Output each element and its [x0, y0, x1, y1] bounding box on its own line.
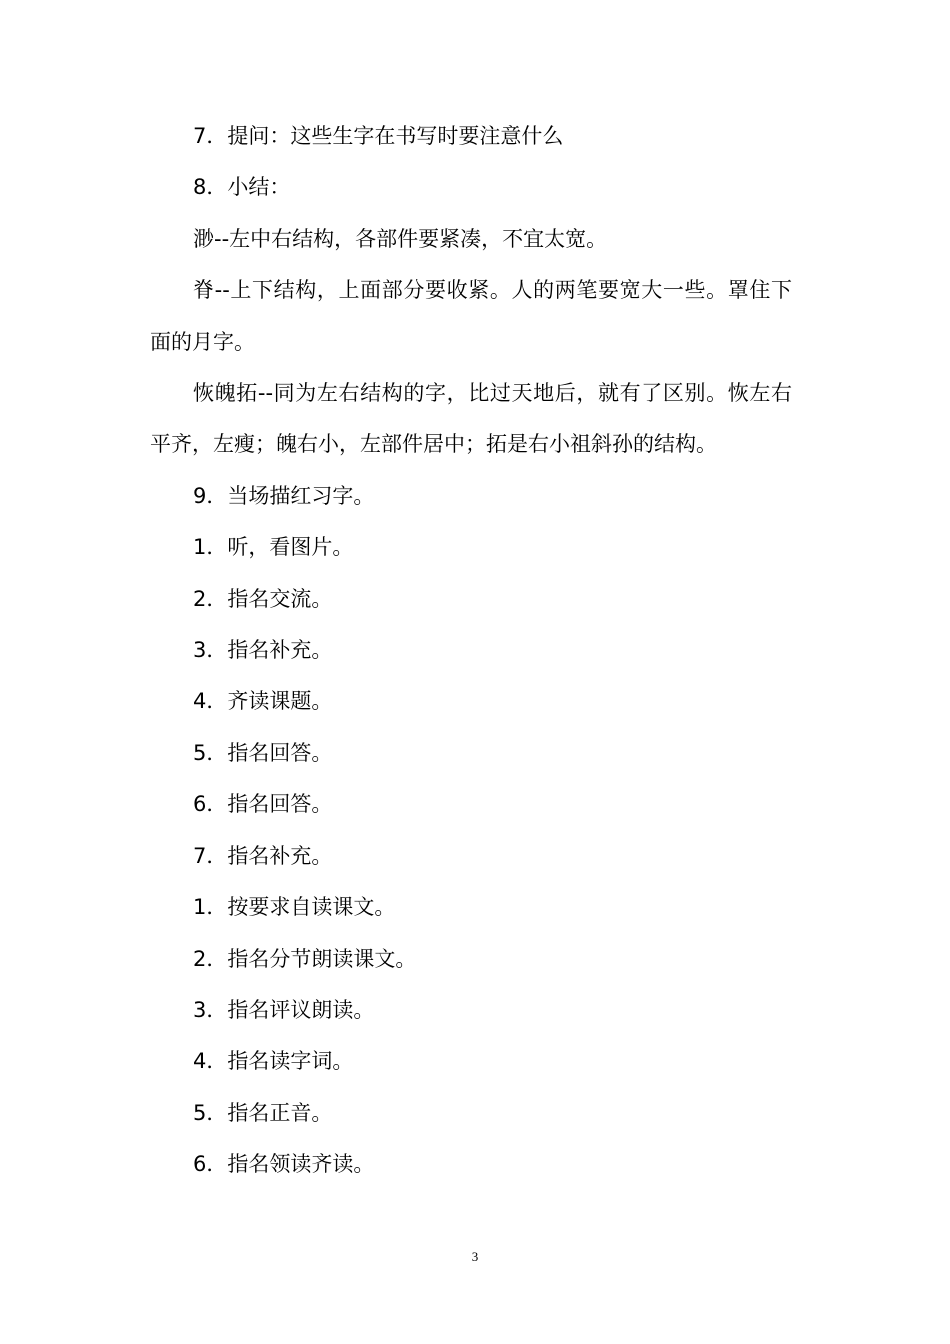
paragraph: 脊--上下结构，上面部分要收紧。人的两笔要宽大一些。罩住下面的月字。: [150, 278, 792, 354]
page-number: 3: [471, 1249, 479, 1264]
paragraph: 7．指名补充。: [193, 843, 333, 868]
paragraph: 8．小结：: [193, 175, 291, 200]
paragraph: 恢魄拓--同为左右结构的字，比过天地后，就有了区别。恢左右平齐，左瘦；魄右小，左部件居中；拓是右小祖斜孙的结构。: [150, 381, 792, 457]
paragraph: 3．指名补充。: [193, 638, 333, 663]
paragraph: 2．指名分节朗读课文。: [193, 946, 417, 971]
paragraph: 1．按要求自读课文。: [193, 895, 396, 920]
paragraph: 4．齐读课题。: [193, 689, 333, 714]
paragraph: 4．指名读字词。: [193, 1049, 354, 1074]
paragraph: 2．指名交流。: [193, 586, 333, 611]
paragraph: 渺--左中右结构，各部件要紧凑，不宜太宽。: [193, 226, 608, 251]
paragraph: 7．提问：这些生字在书写时要注意什么: [193, 124, 564, 148]
paragraph: 3．指名评议朗读。: [193, 997, 375, 1022]
paragraph: 5．指名回答。: [193, 740, 333, 765]
paragraph: 5．指名正音。: [193, 1100, 333, 1125]
paragraph: 6．指名回答。: [193, 792, 333, 817]
document-body: [150, 111, 792, 1191]
paragraph: 9．当场描红习字。: [193, 483, 375, 508]
paragraph: 1．听，看图片。: [193, 535, 354, 560]
paragraph: 6．指名领读齐读。: [193, 1152, 375, 1177]
